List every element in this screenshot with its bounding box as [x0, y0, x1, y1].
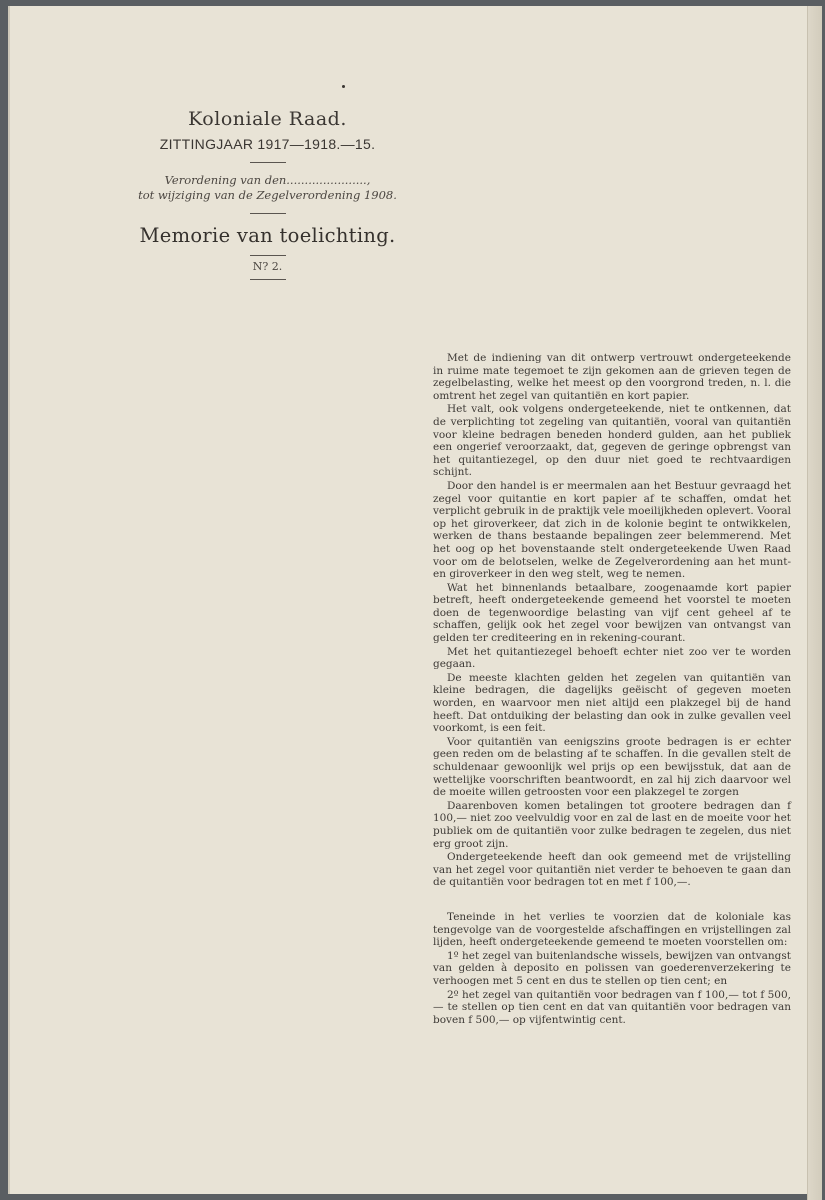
- document-body: [433, 352, 791, 1027]
- page-edge: [807, 6, 822, 1200]
- paragraph: Daarenboven komen betalingen tot grootere bedragen dan f 100,— niet zoo veelvuldig voor en zal de last en de moeite voor het publiek om de quitantiën voor zulke bedragen te zegelen, dus niet erg groot zijn.: [433, 799, 791, 850]
- session-line: ZITTINGJAAR 1917—1918.—15.: [159, 136, 376, 152]
- paragraph: Door den handel is er meermalen aan het Bestuur gevraagd het zegel voor quitantie en kort papier af te schaffen, omdat het verplicht gebruik in de praktijk vele moeilijkheden oplevert. Vooral op het giroverkeer, dat zich in de kolonie begint te ontwikkelen, werken de thans bestaande bepalingen zeer belemmerend. Met het oog op het bovenstaande stelt ondergeteekende Uwen Raad voor om de belotselen, welke de Zegelverordening aan het munt- en giroverkeer in den weg stelt, weg te nemen.: [433, 479, 791, 581]
- paragraph: Ondergeteekende heeft dan ook gemeend met de vrijstelling van het zegel voor quitantiën niet verder te behoeven te gaan dan de quitantiën voor bedragen tot en met f 100,—.: [433, 851, 791, 889]
- paragraph: Voor quitantiën van eenigszins groote bedragen is er echter geen reden om de belasting af te schaffen. In die gevallen stelt de schuldenaar gewoonlijk wel prijs op een bewijsstuk, dat aan de wettelijke voorschriften beantwoordt, en zal hij zich daarvoor wel de moeite willen getroosten voor een plakzegel te zorgen: [433, 735, 791, 799]
- document-title: Memorie van toelichting.: [139, 224, 396, 247]
- verordening-line-2: tot wijziging van de Zegelverordening 1908.: [138, 188, 397, 202]
- document-page: [8, 6, 822, 1194]
- list-item: 1º het zegel van buitenlandsche wissels, bewijzen van ontvangst van gelden à deposito en polissen van goederenverzekering te verhoogen met 5 cent en dus te stellen op tien cent; en: [433, 949, 791, 987]
- divider: [250, 213, 286, 214]
- verordening-line-1: Verordening van den......................,: [164, 173, 371, 187]
- divider: [250, 162, 286, 163]
- paragraph: De meeste klachten gelden het zegelen van quitantiën van kleine bedragen, die dagelijks geëischt of gegeven moeten worden, en waarvoor men niet altijd een plakzegel bij de hand heeft. Dat ontduiking der belasting dan ook in zulke gevallen veel voorkomt, is een feit.: [433, 671, 791, 735]
- document-header: [120, 108, 415, 290]
- divider: [250, 279, 286, 280]
- paragraph: Teneinde in het verlies te voorzien dat de koloniale kas tengevolge van de voorgestelde afschaffingen en vrijstellingen zal lijden, heeft ondergeteekende gemeend te moeten voorstellen om:: [433, 910, 791, 949]
- council-title: Koloniale Raad.: [188, 108, 347, 130]
- paragraph: Met de indiening van dit ontwerp vertrouwt ondergeteekende in ruime mate tegemoet te zijn gekomen aan de grieven tegen de zegelbelasting, welke het meest op den voorgrond treden, n. l. die omtrent het zegel van quitantiën en kort papier.: [433, 352, 791, 402]
- divider: [250, 255, 286, 256]
- ink-speck: [342, 85, 345, 88]
- paragraph: Het valt, ook volgens ondergeteekende, niet te ontkennen, dat de verplichting tot zegeling van quitantiën, vooral van quitantiën voor kleine bedragen beneden honderd gulden, aan het publiek een ongerief veroorzaakt, dat, gegeven de geringe opbrengst van het quitantiezegel, op den duur niet goed te rechtvaardigen schijnt.: [433, 403, 791, 479]
- paragraph: Wat het binnenlands betaalbare, zoogenaamde kort papier betreft, heeft ondergeteekende gemeend het voorstel te moeten doen de tegenwoordige belasting van vijf cent geheel af te schaffen, gelijk ook het zegel voor bewijzen van ontvangst van gelden ter crediteering en in rekening-courant.: [433, 581, 791, 645]
- document-number: N? 2.: [252, 260, 283, 273]
- list-item: 2º het zegel van quitantiën voor bedragen van f 100,— tot f 500,— te stellen op tien cent en dat van quitantiën voor bedragen van boven f 500,— op vijfentwintig cent.: [433, 988, 791, 1026]
- paragraph: Met het quitantiezegel behoeft echter niet zoo ver te worden gegaan.: [433, 645, 791, 671]
